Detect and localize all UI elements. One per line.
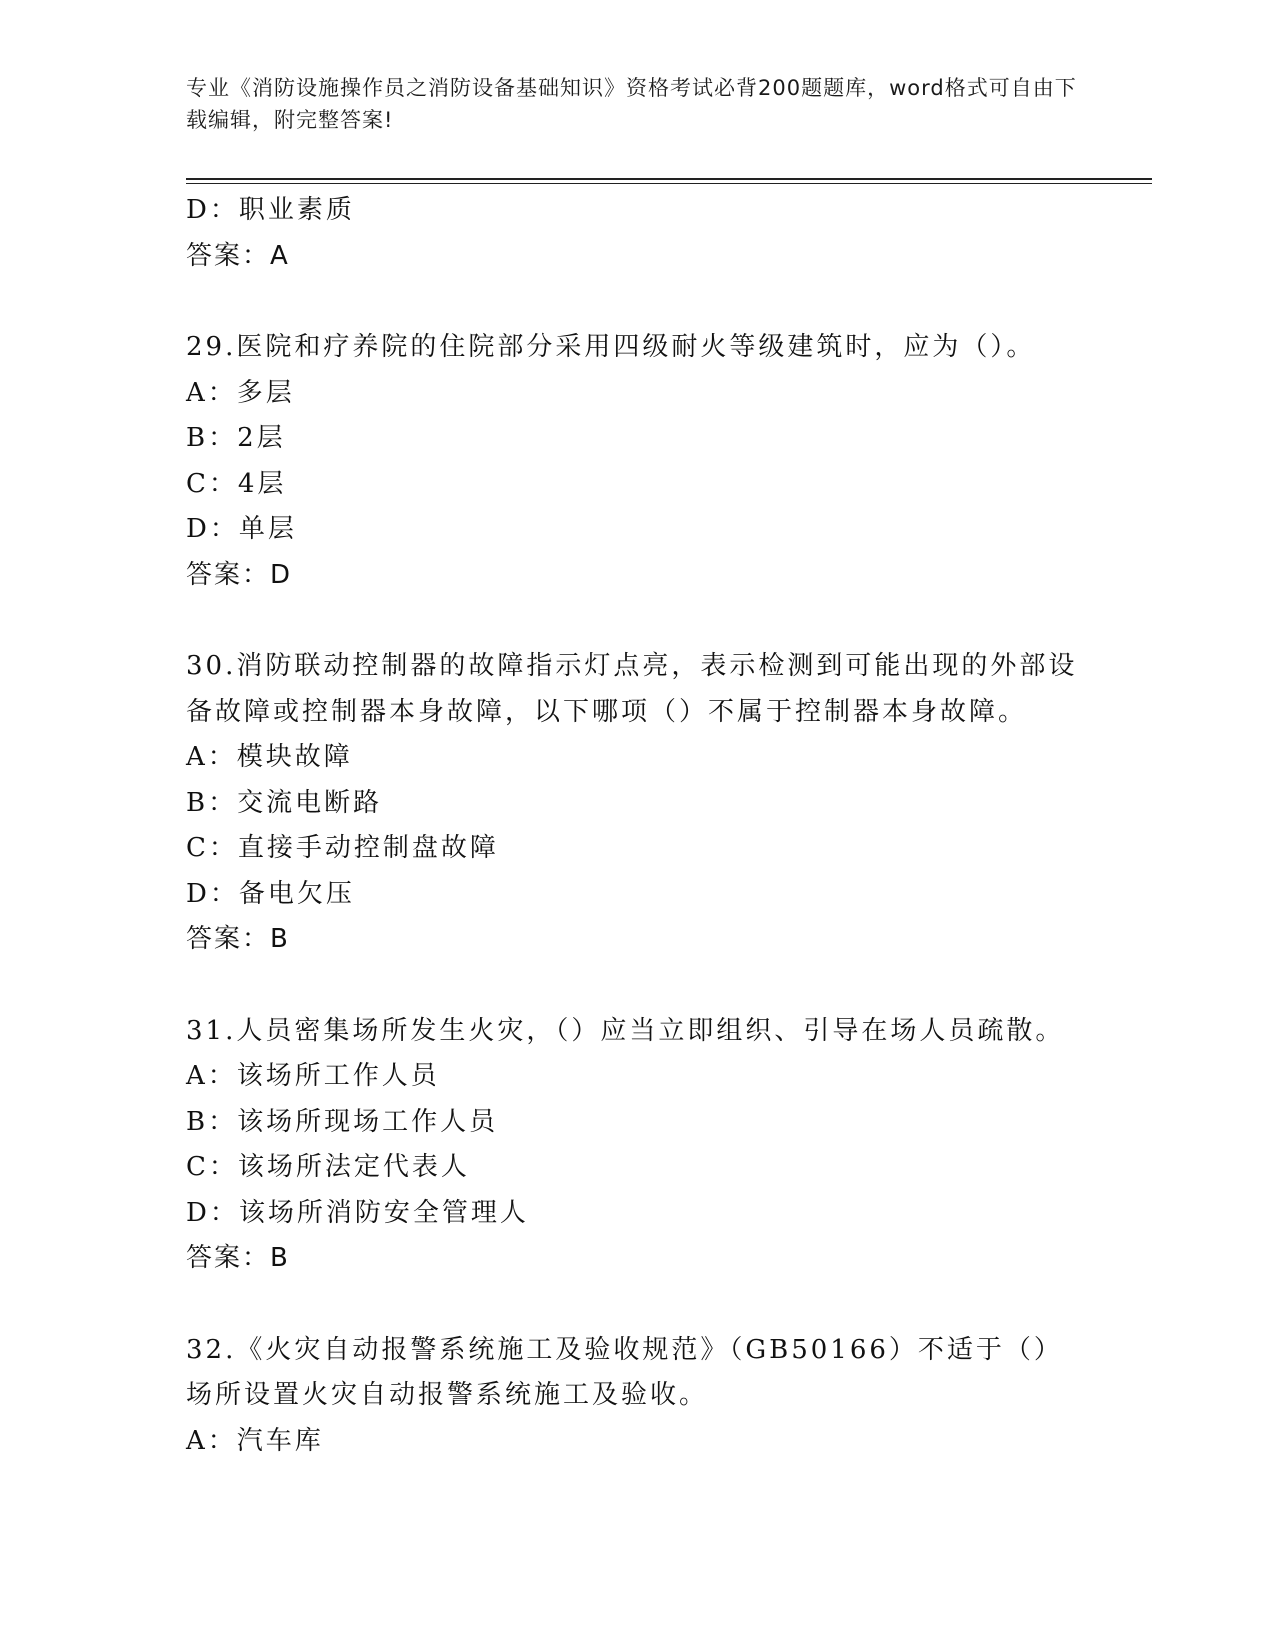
option-d: D：该场所消防安全管理人 (186, 1197, 529, 1228)
document-header: 专业《消防设施操作员之消防设备基础知识》资格考试必背200题题库，word格式可自由下载编辑，附完整答案! (186, 76, 1077, 132)
option-b: B：2层 (186, 423, 286, 453)
question-stem: 29.医院和疗养院的住院部分采用四级耐火等级建筑时，应为（）。 (186, 332, 1036, 362)
question-30 (186, 644, 1086, 963)
question-stem: 31.人员密集场所发生火灾，（）应当立即组织、引导在场人员疏散。 (186, 1015, 1065, 1046)
question-stem: 30.消防联动控制器的故障指示灯点亮，表示检测到可能出现的外部设备故障或控制器本身故障，以下哪项（）不属于控制器本身故障。 (186, 651, 1078, 727)
option-a: A：汽车库 (186, 1425, 324, 1456)
answer-line: 答案：D (186, 559, 293, 590)
question-29 (186, 325, 1086, 598)
option-a: A：多层 (186, 377, 295, 408)
option-d: D：职业素质 (186, 195, 355, 225)
answer-line: 答案：B (186, 1243, 290, 1273)
option-c: C：4层 (186, 468, 287, 499)
question-list (186, 188, 1086, 1464)
answer-line: 答案：A (186, 240, 290, 271)
option-b: B：交流电断路 (186, 787, 383, 818)
option-b: B：该场所现场工作人员 (186, 1106, 499, 1137)
option-a: A：该场所工作人员 (186, 1061, 440, 1091)
header-rule (186, 178, 1152, 180)
question-stem: 32.《火灾自动报警系统施工及验收规范》（GB50166）不适于（）场所设置火灾自动报警系统施工及验收。 (186, 1334, 1063, 1410)
option-c: C：直接手动控制盘故障 (186, 833, 499, 863)
question-31 (186, 1009, 1086, 1282)
question-32 (186, 1328, 1086, 1465)
answer-line: 答案：B (186, 924, 290, 954)
option-c: C：该场所法定代表人 (186, 1152, 470, 1182)
option-a: A：模块故障 (186, 742, 353, 772)
header-rule-thin (186, 183, 1152, 184)
option-d: D：单层 (186, 514, 297, 544)
option-d: D：备电欠压 (186, 878, 355, 909)
